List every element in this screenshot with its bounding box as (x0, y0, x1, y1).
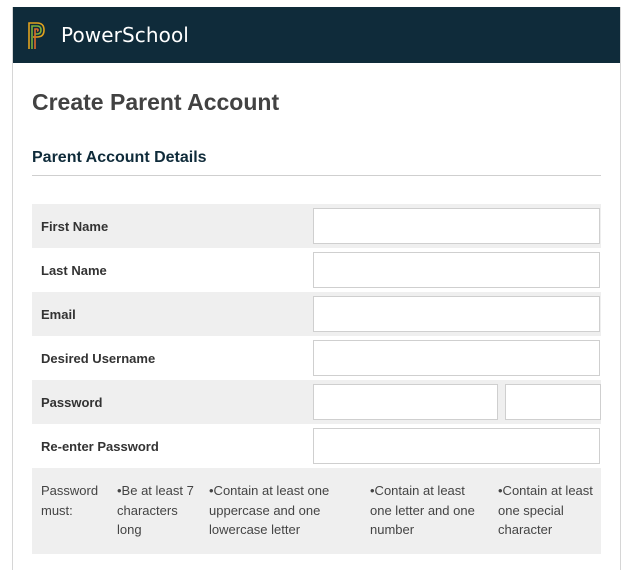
brand-name: PowerSchool (61, 23, 189, 47)
header-bar (13, 7, 620, 63)
email-label: Email (41, 306, 76, 322)
username-label: Desired Username (41, 350, 156, 366)
username-field[interactable] (313, 340, 600, 376)
password-strength-field[interactable] (505, 384, 601, 420)
main-content (13, 63, 620, 554)
app-frame (12, 7, 621, 570)
password-requirements (32, 468, 601, 554)
first-name-row (32, 204, 601, 248)
section-title: Parent Account Details (32, 149, 601, 176)
password-rule-special: •Contain at least one special character (498, 483, 593, 537)
password-field[interactable] (313, 384, 498, 420)
reenter-password-row (32, 424, 601, 468)
email-row (32, 292, 601, 336)
password-rule-number: •Contain at least one letter and one number (370, 483, 475, 537)
password-row (32, 380, 601, 424)
reenter-password-label: Re-enter Password (41, 438, 159, 454)
email-field[interactable] (313, 296, 600, 332)
last-name-row (32, 248, 601, 292)
password-rule-case: •Contain at least one uppercase and one lowercase letter (209, 483, 330, 537)
password-rules-heading: Password must: (41, 483, 99, 518)
first-name-field[interactable] (313, 208, 600, 244)
username-row (32, 336, 601, 380)
password-label: Password (41, 394, 103, 410)
password-rule-length: •Be at least 7 characters long (117, 483, 194, 537)
page-title: Create Parent Account (32, 89, 280, 115)
last-name-label: Last Name (41, 262, 107, 278)
last-name-field[interactable] (313, 252, 600, 288)
first-name-label: First Name (41, 218, 109, 234)
powerschool-logo-icon (27, 20, 49, 50)
parent-account-form (32, 204, 601, 554)
reenter-password-field[interactable] (313, 428, 600, 464)
